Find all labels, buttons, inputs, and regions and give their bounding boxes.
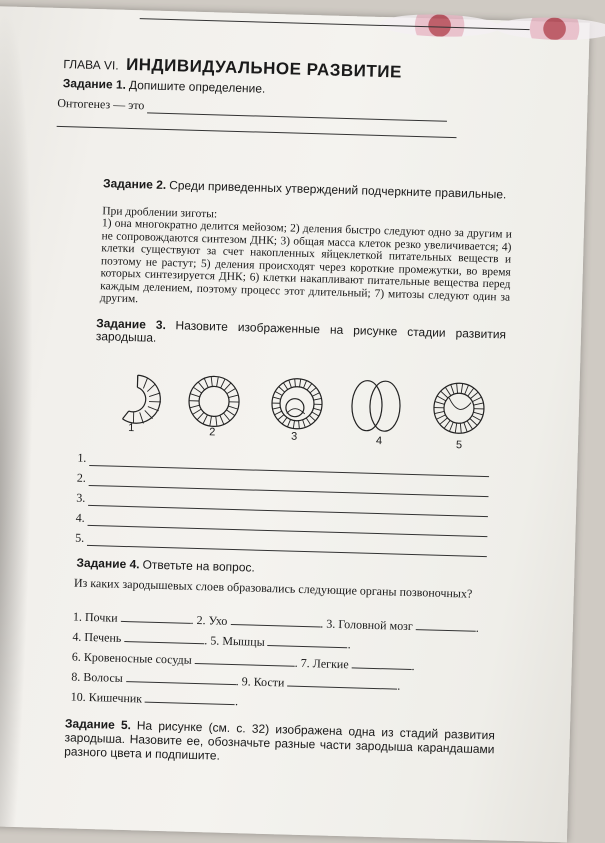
task2-label: Задание 2. <box>103 176 166 192</box>
cell-wall-line <box>193 409 202 415</box>
cell-wall-line <box>449 422 453 431</box>
task4-label: Задание 4. <box>76 556 139 572</box>
cell-wall-line <box>310 388 316 393</box>
cell-wall-line <box>275 411 282 415</box>
cell-wall-line <box>283 383 288 390</box>
cell-wall-line <box>300 379 301 387</box>
organ-item: 4. Печень <box>72 630 121 645</box>
task1-heading <box>63 76 266 97</box>
answer-line[interactable] <box>195 652 295 667</box>
task1-definition <box>57 96 447 122</box>
cell-wall-line <box>436 415 445 420</box>
cell-wall-line <box>226 410 235 416</box>
embryo-stages-figure <box>108 364 490 445</box>
cell-wall-line <box>472 416 481 421</box>
cell-wall-line <box>217 377 219 387</box>
cell-wall-line <box>307 383 312 390</box>
stage-4-drawing <box>351 380 400 431</box>
organ-item: 8. Волосы <box>71 670 123 685</box>
answer-number: 4. <box>76 511 85 525</box>
cell-wall-line <box>435 411 445 414</box>
cell-wall-line <box>460 423 461 433</box>
organ-list <box>70 607 513 719</box>
cell-wall-line <box>293 421 294 429</box>
organ-item: 3. Головной мозг <box>326 617 413 633</box>
figure-label: 5 <box>456 439 462 451</box>
cell-wall-line <box>467 421 473 429</box>
cell-wall-line <box>303 381 306 389</box>
answer-line[interactable] <box>230 613 320 628</box>
organ-line: 1. Почки . 2. Ухо . 3. Головной мозг . <box>73 607 513 639</box>
answer-line[interactable] <box>352 656 412 670</box>
cell-wall-line <box>273 397 281 399</box>
answer-line[interactable] <box>287 675 397 690</box>
task5-label: Задание 5. <box>65 716 131 732</box>
cell-wall-line <box>461 383 462 393</box>
cell-wall-line <box>302 420 305 428</box>
cell-wall-line <box>440 418 448 425</box>
answer-line[interactable] <box>268 634 348 648</box>
cell-wall-line <box>472 397 481 402</box>
cell-wall-line <box>229 395 239 398</box>
cell-wall-line <box>294 379 295 387</box>
organ-line: 4. Печень . 5. Мышцы . <box>72 627 512 659</box>
chapter-prefix: ГЛАВА VI. <box>63 57 119 73</box>
cell-wall-line <box>278 414 284 419</box>
cell-wall-line <box>273 407 281 409</box>
cell-wall-line <box>210 416 212 426</box>
organ-item: 9. Кости <box>242 674 285 689</box>
cell-wall-line <box>289 380 292 388</box>
cell-wall-line <box>464 422 468 431</box>
answer-number: 5. <box>75 531 84 545</box>
answer-line[interactable] <box>87 533 487 557</box>
task2-heading <box>103 177 513 201</box>
organ-line: 8. Волосы . 9. Кости . <box>71 667 511 699</box>
cell-wall-line <box>445 387 451 395</box>
stage-5-drawing <box>433 383 484 434</box>
cell-wall-line <box>312 393 319 397</box>
figure-label: 2 <box>209 426 215 438</box>
cell-wall-line <box>282 417 287 424</box>
cell-wall-line <box>456 383 457 393</box>
task3-heading <box>96 317 507 353</box>
cell-wall-line <box>435 402 445 405</box>
cell-wall-line <box>437 396 446 401</box>
cell-wall-line <box>227 388 236 394</box>
cell-wall-line <box>288 419 291 427</box>
figure-label: 1 <box>128 422 134 434</box>
task3-text: Назовите изображенные на рисунке стадии развития зародыша. <box>96 318 507 344</box>
task1-term: Онтогенез — это <box>57 96 144 112</box>
cell-wall-line <box>215 416 217 426</box>
answer-line[interactable] <box>147 100 447 121</box>
cell-wall-line <box>441 391 449 398</box>
cell-wall-line <box>204 378 208 387</box>
cell-wall-line <box>211 377 213 387</box>
answer-line[interactable] <box>121 610 191 624</box>
stage-3-drawing <box>271 378 322 429</box>
cell-wall-line <box>279 387 285 392</box>
cell-wall-line <box>203 415 207 424</box>
figure-label: 3 <box>291 431 297 443</box>
organ-item: 6. Кровеносные сосуды <box>72 650 192 667</box>
answer-line[interactable] <box>416 618 476 632</box>
answer-number: 3. <box>76 491 85 505</box>
cell-wall-line <box>306 418 311 425</box>
cell-wall-line <box>450 385 454 394</box>
task2-statements: 1) она многократно делится мейозом; 2) деления быстро следуют одно за другим и не сопровождаются синтезом ДНК; 3) общая масса клеток резко увеличивается; 4) клетки существуют за счет накопленных яйцеклеткой питательных веществ и поэтому не растут; 5) деления происходят через короткие промежутки, во время которых синтезируется ДНК; 6) клетки накапливают питательные вещества перед каждым делением, поэтому процесс этот длительный; 7) митозы следуют один за другим. <box>100 217 512 316</box>
answer-number: 2. <box>77 471 86 485</box>
cell-wall-line <box>228 406 238 409</box>
cell-wall-line <box>224 383 231 391</box>
cell-wall-line <box>468 388 474 396</box>
cell-wall-line <box>474 403 484 406</box>
cell-wall-line <box>275 391 282 395</box>
cell-wall-line <box>220 415 224 424</box>
organ-item: 5. Мышцы <box>210 633 265 649</box>
organ-item: 1. Почки <box>73 610 118 625</box>
figure-label: 4 <box>376 435 382 447</box>
cell-wall-line <box>465 385 469 394</box>
answer-line[interactable] <box>145 691 235 706</box>
organ-item: 7. Легкие <box>301 656 349 671</box>
page-shadow <box>0 6 45 827</box>
answer-line[interactable] <box>124 630 204 644</box>
cell-wall-line <box>298 421 299 429</box>
cell-wall-line <box>193 387 202 393</box>
cell-wall-line <box>313 408 321 410</box>
cell-wall-line <box>221 379 225 388</box>
answer-number: 1. <box>77 451 86 465</box>
cell-wall-line <box>190 394 200 397</box>
task4-question: Из каких зародышевых слоев образовались следующие органы позвоночных? <box>74 577 494 601</box>
cell-wall-line <box>312 412 319 416</box>
cell-wall-line <box>455 423 456 433</box>
task2-intro: При дроблении зиготы: <box>102 205 512 229</box>
task2-text: Среди приведенных утверждений подчеркните правильные. <box>169 178 507 201</box>
stage-2-drawing <box>188 376 239 427</box>
cell-wall-line <box>198 382 205 390</box>
cell-wall-line <box>470 419 478 426</box>
cell-wall-line <box>223 413 230 421</box>
cell-wall-line <box>470 392 478 399</box>
answer-line[interactable] <box>126 670 236 685</box>
answer-line[interactable] <box>57 126 457 138</box>
cell-wall-line <box>190 405 200 408</box>
cell-wall-line <box>444 420 450 428</box>
organ-line: 10. Кишечник . <box>70 687 510 719</box>
cell-wall-line <box>473 412 483 415</box>
chapter-title: ИНДИВИДУАЛЬНОЕ РАЗВИТИЕ <box>126 55 402 82</box>
task5-block <box>64 716 495 770</box>
stage-1-drawing <box>122 375 161 424</box>
task3-label: Задание 3. <box>96 316 166 332</box>
organ-item: 10. Кишечник <box>71 690 143 706</box>
cell-wall-line <box>197 412 204 420</box>
organ-item: 2. Ухо <box>196 613 227 628</box>
organ-line: 6. Кровеносные сосуды . 7. Легкие . <box>72 647 512 679</box>
task4-text: Ответьте на вопрос. <box>142 557 255 574</box>
task1-text: Допишите определение. <box>129 78 266 96</box>
cell-wall-line <box>309 415 315 420</box>
task5-text: На рисунке (см. с. 32) изображена одна из стадий развития зародыша. Назовите ее, обозначьте разные части зародыша карандашами разного цвета и подпишите. <box>64 718 495 762</box>
task1-label: Задание 1. <box>63 76 126 92</box>
cell-wall-line <box>314 398 322 400</box>
workbook-page <box>0 6 590 842</box>
